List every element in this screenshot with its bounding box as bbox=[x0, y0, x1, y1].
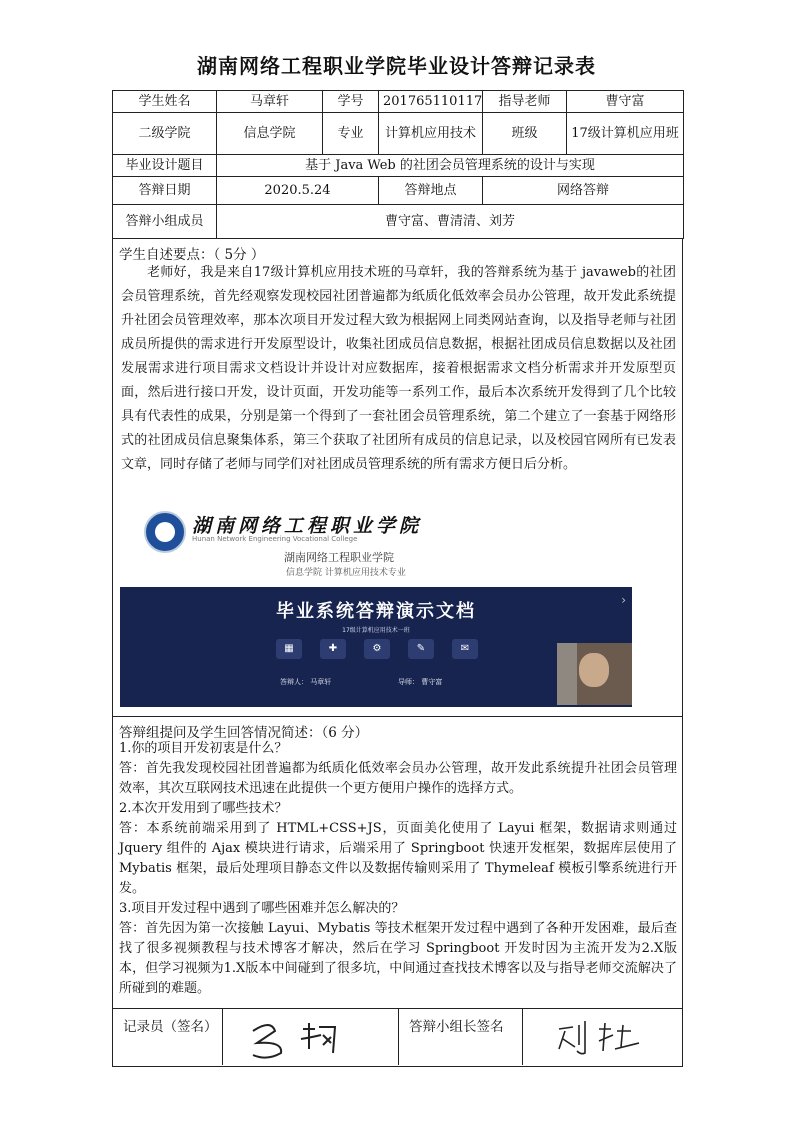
student-name-label: 学生姓名 bbox=[113, 91, 217, 113]
answer-2: 答：本系统前端采用到了 HTML+CSS+JS，页面美化使用了 Layui 框架，数据请求则通过 Jquery 组件的 Ajax 模块进行请求，后端采用了 Springboot 快速开发框架，数据库层使用了 Mybatis 框架，最后处理项目静态文件以及数据传输则采用了 Thymeleaf 模板引擎系统进行开发。 bbox=[119, 821, 677, 896]
major-label: 专业 bbox=[323, 113, 379, 155]
advisor-name: 曹守富 bbox=[567, 91, 684, 113]
department-name: 信息学院 计算机应用技术专业 bbox=[286, 568, 406, 578]
grid-icon: ▦ bbox=[276, 639, 302, 659]
slide-header bbox=[134, 507, 434, 587]
slide-subtitle: 17级计算机应用技术一班 bbox=[342, 627, 410, 634]
info-table bbox=[112, 90, 684, 239]
presentation-screenshot bbox=[120, 507, 632, 710]
qa-section bbox=[112, 717, 683, 1009]
defense-location: 网络答辩 bbox=[483, 177, 684, 205]
defense-date-label: 答辩日期 bbox=[113, 177, 217, 205]
slide-icon-row bbox=[276, 639, 486, 661]
school-name-english: Hunan Network Engineering Vocational College bbox=[192, 535, 358, 543]
self-statement-body: 老师好，我是来自17级计算机应用技术班的马章轩，我的答辩系统为基于 javaweb的社团会员管理系统，首先经观察发现校园社团普遍都为纸质化低效率会员办公管理，故开发此系统提升社团会员管理效率，那本次项目开发过程大致为根据网上同类网站查询，以及指导老师与社团成员所提供的需求进行开发原型设计，收集社团成员信息数据，根据社团成员信息数据以及社团发展需求进行项目需求文档设计并设计对应数据库，接着根据需求文档分析需求并开发原型页面，然后进行接口开发，设计页面，开发功能等一系列工作，最后本次系统开发得到了几个比较具有代表性的成果，分别是第一个得到了一套社团会员管理系统，第二个建立了一套基于网络形式的社团成员信息聚集体系，第三个获取了社团所有成员的信息记录，以及校园官网所有已发表文章，同时存储了老师与同学们对社团成员管理系统的所有需求方便日后分析。 bbox=[121, 265, 676, 472]
webcam-thumbnail bbox=[557, 643, 632, 705]
answer-3: 答：首先因为第一次接触 Layui、Mybatis 等技术框架开发过程中遇到了各种开发困难，最后查找了很多视频教程与技术博客才解决，然后在学习 Springboot 开发时因为主流开发为2.X版本，但学习视频为1.X版本中间碰到了很多坑，中间通过查找技术博客以及与指导老师交流解决了所碰到的难题。 bbox=[119, 921, 677, 996]
panel-members: 曹守富、曹清清、刘芳 bbox=[217, 205, 684, 239]
class-name: 17级计算机应用班 bbox=[567, 113, 684, 155]
qa-body bbox=[119, 739, 677, 999]
slide-advisor: 导师： 曹守富 bbox=[398, 678, 443, 686]
major-name: 计算机应用技术 bbox=[379, 113, 483, 155]
question-3: 3.项目开发过程中遇到了哪些困难并怎么解决的？ bbox=[119, 901, 405, 916]
school-logo-icon bbox=[144, 511, 186, 553]
mail-icon: ✉ bbox=[452, 639, 478, 659]
college-label: 二级学院 bbox=[113, 113, 217, 155]
pencil-icon: ✎ bbox=[408, 639, 434, 659]
self-statement-heading: 学生自述要点：（ 5分 ） bbox=[119, 247, 265, 263]
slide-presenter: 答辩人： 马章轩 bbox=[280, 678, 332, 686]
leader-label-cell bbox=[399, 1009, 523, 1065]
plus-icon: ✚ bbox=[320, 639, 346, 659]
recorder-label-cell bbox=[113, 1009, 223, 1065]
person-icon bbox=[579, 653, 609, 687]
college-name: 信息学院 bbox=[217, 113, 323, 155]
answer-1: 答：首先我发现校园社团普遍都为纸质化低效率会员办公管理，故开发此系统提升社团会员管理效率，其次互联网技术迅速在此提供一个更方便用户操作的选择方式。 bbox=[119, 761, 677, 796]
recorder-label: 记录员（签名） bbox=[123, 1019, 218, 1035]
question-2: 2.本次开发用到了哪些技术？ bbox=[119, 801, 288, 816]
defense-location-label: 答辩地点 bbox=[379, 177, 483, 205]
student-name: 马章轩 bbox=[217, 91, 323, 113]
qa-heading: 答辩组提问及学生回答情况简述：（6 分） bbox=[119, 725, 369, 741]
leader-label: 答辩小组长签名 bbox=[409, 1019, 504, 1035]
recorder-signature bbox=[223, 1009, 399, 1065]
thesis-label: 毕业设计题目 bbox=[113, 155, 217, 177]
signature-section bbox=[112, 1009, 683, 1067]
leader-signature bbox=[523, 1009, 683, 1065]
slide-title: 毕业系统答辩演示文档 bbox=[276, 601, 476, 622]
student-id: 201765110117 bbox=[379, 91, 483, 113]
panel-label: 答辩小组成员 bbox=[113, 205, 217, 239]
next-slide-icon[interactable]: › bbox=[621, 593, 626, 607]
defense-date: 2020.5.24 bbox=[217, 177, 379, 205]
school-name: 湖南网络工程职业学院 bbox=[284, 551, 394, 564]
student-id-label: 学号 bbox=[323, 91, 379, 113]
self-statement-section bbox=[112, 238, 683, 717]
advisor-label: 指导老师 bbox=[483, 91, 567, 113]
question-1: 1.你的项目开发初衷是什么？ bbox=[119, 741, 288, 756]
slide-banner bbox=[120, 587, 632, 707]
leader-signature-cell bbox=[523, 1009, 684, 1065]
document-title: 湖南网络工程职业学院毕业设计答辩记录表 bbox=[197, 54, 596, 78]
class-label: 班级 bbox=[483, 113, 567, 155]
gear-icon: ⚙ bbox=[364, 639, 390, 659]
school-name-script: 湖南网络工程职业学院 bbox=[192, 515, 423, 537]
recorder-signature-cell bbox=[223, 1009, 399, 1065]
thesis-title: 基于 Java Web 的社团会员管理系统的设计与实现 bbox=[217, 155, 684, 177]
